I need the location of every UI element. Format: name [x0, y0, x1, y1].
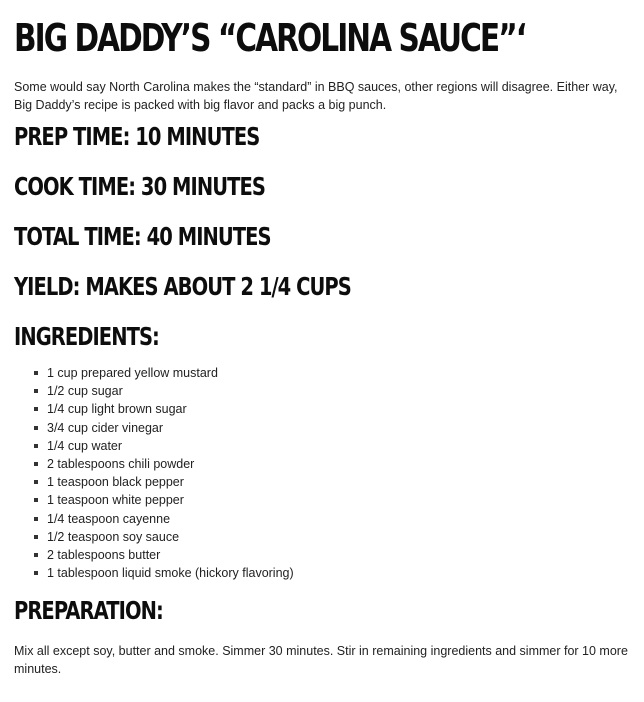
cook-time: COOK TIME: 30 MINUTES: [14, 172, 265, 201]
yield: YIELD: MAKES ABOUT 2 1/4 CUPS: [14, 272, 351, 301]
ingredient-item: 1 tablespoon liquid smoke (hickory flavoring): [34, 564, 636, 582]
preparation-text: Mix all except soy, butter and smoke. Simmer 30 minutes. Stir in remaining ingredients and simmer for 10 more minutes.: [14, 644, 628, 677]
ingredient-item: 1/4 cup light brown sugar: [34, 400, 636, 418]
ingredient-item: 1/2 teaspoon soy sauce: [34, 528, 636, 546]
preparation-heading: PREPARATION:: [14, 596, 163, 626]
ingredient-item: 3/4 cup cider vinegar: [34, 419, 636, 437]
ingredient-item: 2 tablespoons chili powder: [34, 455, 636, 473]
ingredients-heading: INGREDIENTS:: [14, 322, 159, 351]
ingredient-item: 1/4 teaspoon cayenne: [34, 510, 636, 528]
total-time: TOTAL TIME: 40 MINUTES: [14, 222, 271, 251]
recipe-intro: Some would say North Carolina makes the “standard” in BBQ sauces, other regions will disagree. Either way, Big Daddy’s recipe is packed with big flavor and packs a big punch.: [14, 80, 618, 112]
ingredients-list: [14, 364, 636, 582]
prep-time: PREP TIME: 10 MINUTES: [14, 122, 260, 151]
ingredient-item: 1 teaspoon white pepper: [34, 491, 636, 509]
ingredient-item: 1 cup prepared yellow mustard: [34, 364, 636, 382]
ingredient-item: 2 tablespoons butter: [34, 546, 636, 564]
recipe-title: BIG DADDY’S “CAROLINA SAUCE”‘: [14, 16, 526, 60]
ingredient-item: 1/2 cup sugar: [34, 382, 636, 400]
recipe-page: [14, 0, 636, 678]
ingredient-item: 1 teaspoon black pepper: [34, 473, 636, 491]
ingredient-item: 1/4 cup water: [34, 437, 636, 455]
